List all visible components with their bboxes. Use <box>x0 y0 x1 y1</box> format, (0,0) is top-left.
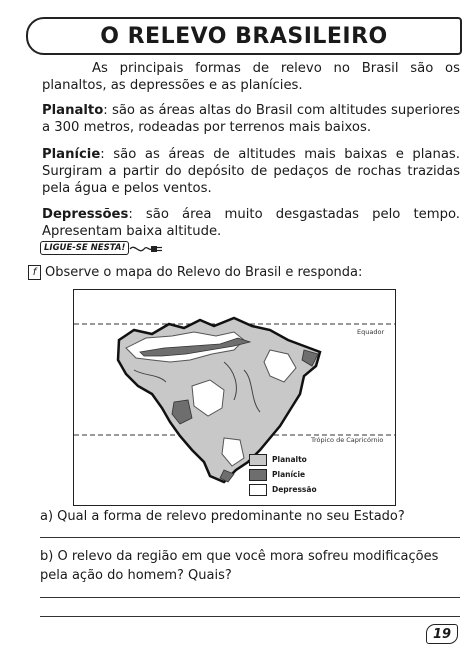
answer-line-b1[interactable] <box>40 597 460 598</box>
activity-letter: f <box>28 265 41 280</box>
map-legend <box>249 452 317 497</box>
equator-label: Equador <box>357 328 385 336</box>
map-drawing <box>74 290 395 505</box>
term-depressoes: Depressões <box>42 207 129 222</box>
legend-item-planicie <box>249 467 317 482</box>
page-number: 19 <box>426 624 458 644</box>
activity-instruction-text: Observe o mapa do Relevo do Brasil e responda: <box>45 265 363 280</box>
activity-instruction <box>28 265 362 280</box>
intro-paragraph: As principais formas de relevo no Brasil são os planaltos, as depressões e as planícies. <box>42 61 460 93</box>
question-b: b) O relevo da região em que você mora sofreu modificações pela ação do homem? Quais? <box>40 549 439 583</box>
page-title: O RELEVO BRASILEIRO <box>100 23 388 49</box>
definition-depressoes <box>42 206 460 240</box>
term-planalto: Planalto <box>42 103 104 118</box>
question-a: a) Qual a forma de relevo predominante no seu Estado? <box>40 509 405 524</box>
tropic-label: Trópico de Capricórnio <box>311 436 384 444</box>
legend-item-planalto <box>249 452 317 467</box>
answer-line-b2[interactable] <box>40 616 460 617</box>
brazil-relief-map <box>73 289 396 506</box>
definition-depressoes-text: : são área muito desgastadas pelo tempo. Apresentam baixa altitude. <box>42 207 460 239</box>
legend-label-planalto: Planalto <box>272 455 307 464</box>
legend-swatch-depressao <box>249 484 267 496</box>
legend-swatch-planicie <box>249 469 267 481</box>
ligue-badge-label: LIGUE-SE NESTA! <box>40 241 129 255</box>
legend-item-depressao <box>249 482 317 497</box>
legend-swatch-planalto <box>249 454 267 466</box>
definition-planicie-text: : são as áreas de altitudes mais baixas e planas. Surgiram a partir do depósito de pedaços de rochas trazidas pela água e pelos ventos. <box>42 147 460 196</box>
definition-planalto-text: : são as áreas altas do Brasil com altitudes superiores a 300 metros, rodeadas por terrenos mais baixos. <box>42 103 460 135</box>
title-banner <box>26 17 462 55</box>
definition-planalto <box>42 102 460 136</box>
legend-label-planicie: Planície <box>272 470 306 479</box>
answer-line-a[interactable] <box>40 537 460 538</box>
legend-label-depressao: Depressão <box>272 485 317 494</box>
definition-planicie <box>42 146 460 197</box>
ligue-se-nesta-badge <box>40 241 163 255</box>
plug-icon <box>129 241 163 255</box>
term-planicie: Planície <box>42 147 101 162</box>
